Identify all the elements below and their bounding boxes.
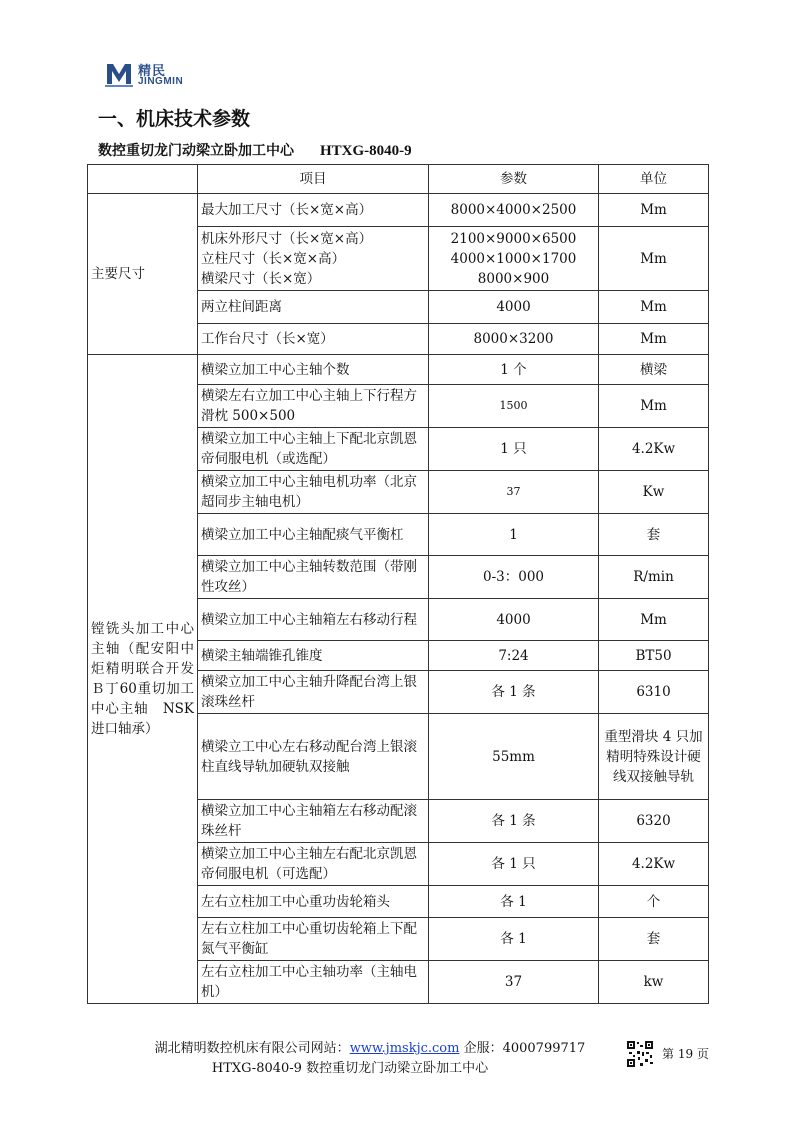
row-param: 1 个 <box>429 355 599 385</box>
row-unit: 6320 <box>599 800 709 843</box>
row-item-line: 机床外形尺寸（长×宽×高） <box>201 230 373 247</box>
row-item-multi <box>198 227 429 291</box>
group-main-dimensions: 主要尺寸 <box>88 194 198 355</box>
row-param-line: 4000×1000×1700 <box>450 250 577 267</box>
row-unit: Mm <box>599 194 709 227</box>
row-unit: 套 <box>599 514 709 556</box>
footer-company: 湖北精明数控机床有限公司网站： <box>154 1041 350 1056</box>
qr-code-icon <box>626 1040 654 1068</box>
row-param: 1 只 <box>429 428 599 471</box>
row-param: 37 <box>429 961 599 1004</box>
row-item: 横梁立工中心左右移动配台湾上银滚柱直线导轨加硬轨双接触 <box>198 714 429 800</box>
row-param: 1 <box>429 514 599 556</box>
row-unit: 重型滑块 4 只加精明特殊设计硬线双接触导轨 <box>599 714 709 800</box>
table-row <box>88 194 709 227</box>
table-header-row <box>88 165 709 194</box>
row-unit: 套 <box>599 918 709 961</box>
row-item: 左右立柱加工中心主轴功率（主轴电机） <box>198 961 429 1004</box>
row-item: 横梁立加工中心主轴转数范围（带刚性攻丝） <box>198 556 429 599</box>
header-unit: 单位 <box>599 165 709 194</box>
row-unit: 4.2Kw <box>599 843 709 886</box>
row-item: 横梁立加工中心主轴升降配台湾上银滚珠丝杆 <box>198 671 429 714</box>
row-param: 4000 <box>429 599 599 641</box>
footer-service: 企服：4000799717 <box>463 1041 586 1056</box>
row-item: 横梁立加工中心主轴电机功率（北京超同步主轴电机） <box>198 471 429 514</box>
row-unit: Kw <box>599 471 709 514</box>
row-param: 7:24 <box>429 641 599 671</box>
row-unit: Mm <box>599 227 709 291</box>
row-param-line: 8000×900 <box>477 270 550 287</box>
jingmin-logo-icon <box>104 58 134 88</box>
row-unit: 个 <box>599 886 709 918</box>
row-param: 8000×4000×2500 <box>429 194 599 227</box>
row-param: 各 1 条 <box>429 800 599 843</box>
row-unit: R/min <box>599 556 709 599</box>
row-param: 55mm <box>429 714 599 800</box>
row-param: 各 1 只 <box>429 843 599 886</box>
machine-model: HTXG-8040-9 <box>320 143 412 159</box>
row-item: 横梁立加工中心主轴左右配北京凯恩帝伺服电机（可选配） <box>198 843 429 886</box>
row-item: 横梁主轴端锥孔锥度 <box>198 641 429 671</box>
company-logo <box>104 58 224 92</box>
row-param: 各 1 条 <box>429 671 599 714</box>
row-param: 4000 <box>429 291 599 324</box>
row-param: 37 <box>429 471 599 514</box>
page-number: 第 19 页 <box>662 1047 709 1061</box>
row-item: 横梁立加工中心主轴箱左右移动行程 <box>198 599 429 641</box>
footer-model-line: HTXG-8040-9 数控重切龙门动梁立卧加工中心 <box>211 1061 489 1076</box>
row-item: 横梁立加工中心主轴个数 <box>198 355 429 385</box>
row-unit: BT50 <box>599 641 709 671</box>
row-unit: Mm <box>599 385 709 428</box>
row-param-line: 2100×9000×6500 <box>450 230 577 247</box>
machine-name: 数控重切龙门动梁立卧加工中心 <box>98 143 294 159</box>
row-param: 各 1 <box>429 886 599 918</box>
row-item: 左右立柱加工中心重功齿轮箱头 <box>198 886 429 918</box>
row-item-line: 立柱尺寸（长×宽×高） <box>201 250 346 267</box>
header-item: 项目 <box>198 165 429 194</box>
table-row <box>88 355 709 385</box>
row-unit: Mm <box>599 291 709 324</box>
logo-text-cn: 精民 <box>138 64 167 79</box>
row-item: 横梁立加工中心主轴箱左右移动配滚珠丝杆 <box>198 800 429 843</box>
logo-text-en: JINGMIN <box>138 76 184 87</box>
row-unit: Mm <box>599 599 709 641</box>
row-item: 横梁立加工中心主轴配痰气平衡杠 <box>198 514 429 556</box>
row-param: 0-3：000 <box>429 556 599 599</box>
row-unit: Mm <box>599 324 709 355</box>
row-item: 左右立柱加工中心重切齿轮箱上下配氮气平衡缸 <box>198 918 429 961</box>
row-item: 两立柱间距离 <box>198 291 429 324</box>
row-unit: 4.2Kw <box>599 428 709 471</box>
row-param: 各 1 <box>429 918 599 961</box>
footer-website-link[interactable]: www.jmskjc.com <box>349 1041 460 1056</box>
row-unit: 横梁 <box>599 355 709 385</box>
row-unit: 6310 <box>599 671 709 714</box>
spec-table <box>87 164 709 1004</box>
header-blank <box>88 165 198 194</box>
section-heading: 一、机床技术参数 <box>98 108 251 130</box>
row-item: 最大加工尺寸（长×宽×高） <box>198 194 429 227</box>
row-item: 横梁左右立加工中心主轴上下行程方滑枕 500×500 <box>198 385 429 428</box>
row-item: 横梁立加工中心主轴上下配北京凯恩帝伺服电机（或选配） <box>198 428 429 471</box>
row-param-multi <box>429 227 599 291</box>
row-param: 8000×3200 <box>429 324 599 355</box>
row-item: 工作台尺寸（长×宽） <box>198 324 429 355</box>
machine-subtitle <box>98 140 412 160</box>
row-unit: kw <box>599 961 709 1004</box>
row-item-line: 横梁尺寸（长×宽） <box>201 270 321 287</box>
row-param: 1500 <box>429 385 599 428</box>
group-spindle: 镗铣头加工中心主轴（配安阳中炬精明联合开发Ｂ丁60重切加工中心主轴 NSK进口轴承） <box>88 355 198 1004</box>
header-param: 参数 <box>429 165 599 194</box>
